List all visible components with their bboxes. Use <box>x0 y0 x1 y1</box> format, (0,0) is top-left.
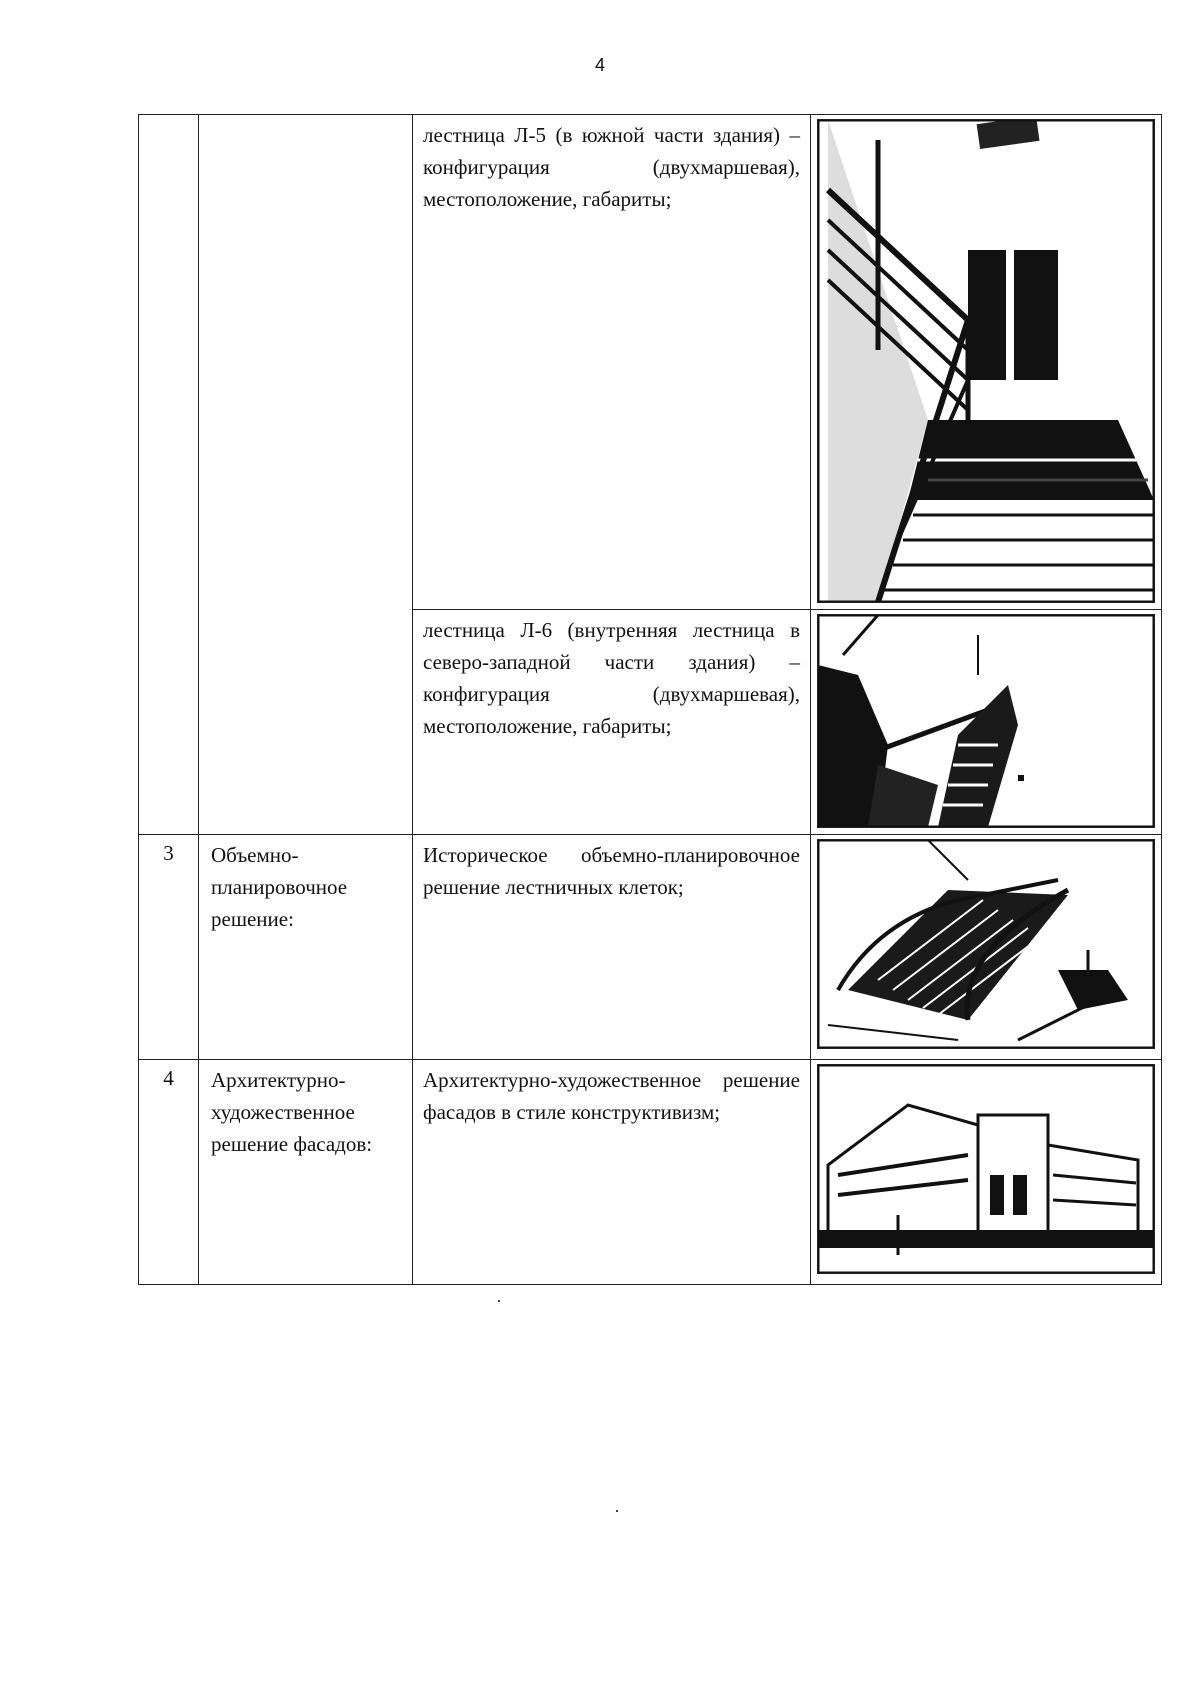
description-text: лестница Л-6 (внутренняя лестница в северо-западной части здания) – конфигурация (двухмаршевая), местоположение, габариты; <box>423 618 800 738</box>
row-number: 4 <box>139 1060 199 1285</box>
row-label <box>199 115 413 835</box>
row-description <box>413 610 811 835</box>
table-row <box>139 1060 1162 1285</box>
photo-cell <box>811 1060 1162 1285</box>
photo-cell <box>811 835 1162 1060</box>
row-number <box>139 115 199 835</box>
description-text: Архитектурно-художественное решение фасадов в стиле конструктивизм; <box>423 1068 800 1124</box>
table-row <box>139 115 1162 610</box>
row-number: 3 <box>139 835 199 1060</box>
heritage-elements-table <box>138 114 1162 1285</box>
staircase-l5-photo <box>817 119 1155 603</box>
photo-cell <box>811 115 1162 610</box>
row-label: Архитектурно-художественное решение фасадов: <box>199 1060 413 1285</box>
table-row <box>139 835 1162 1060</box>
description-text: лестница Л-5 (в южной части здания) – конфигурация (двухмаршевая), местоположение, габариты; <box>423 123 800 211</box>
row-description <box>413 115 811 610</box>
photo-cell <box>811 610 1162 835</box>
staircase-l6-photo <box>817 614 1155 828</box>
row-label: Объемно-планировочное решение: <box>199 835 413 1060</box>
description-text: Историческое объемно-планировочное решение лестничных клеток; <box>423 843 800 899</box>
stair-flight-photo <box>817 839 1155 1049</box>
page-number: 4 <box>594 55 605 75</box>
building-facade-photo <box>817 1064 1155 1274</box>
scan-speck <box>498 1300 500 1302</box>
row-description <box>413 835 811 1060</box>
row-description <box>413 1060 811 1285</box>
scan-speck <box>616 1510 618 1512</box>
